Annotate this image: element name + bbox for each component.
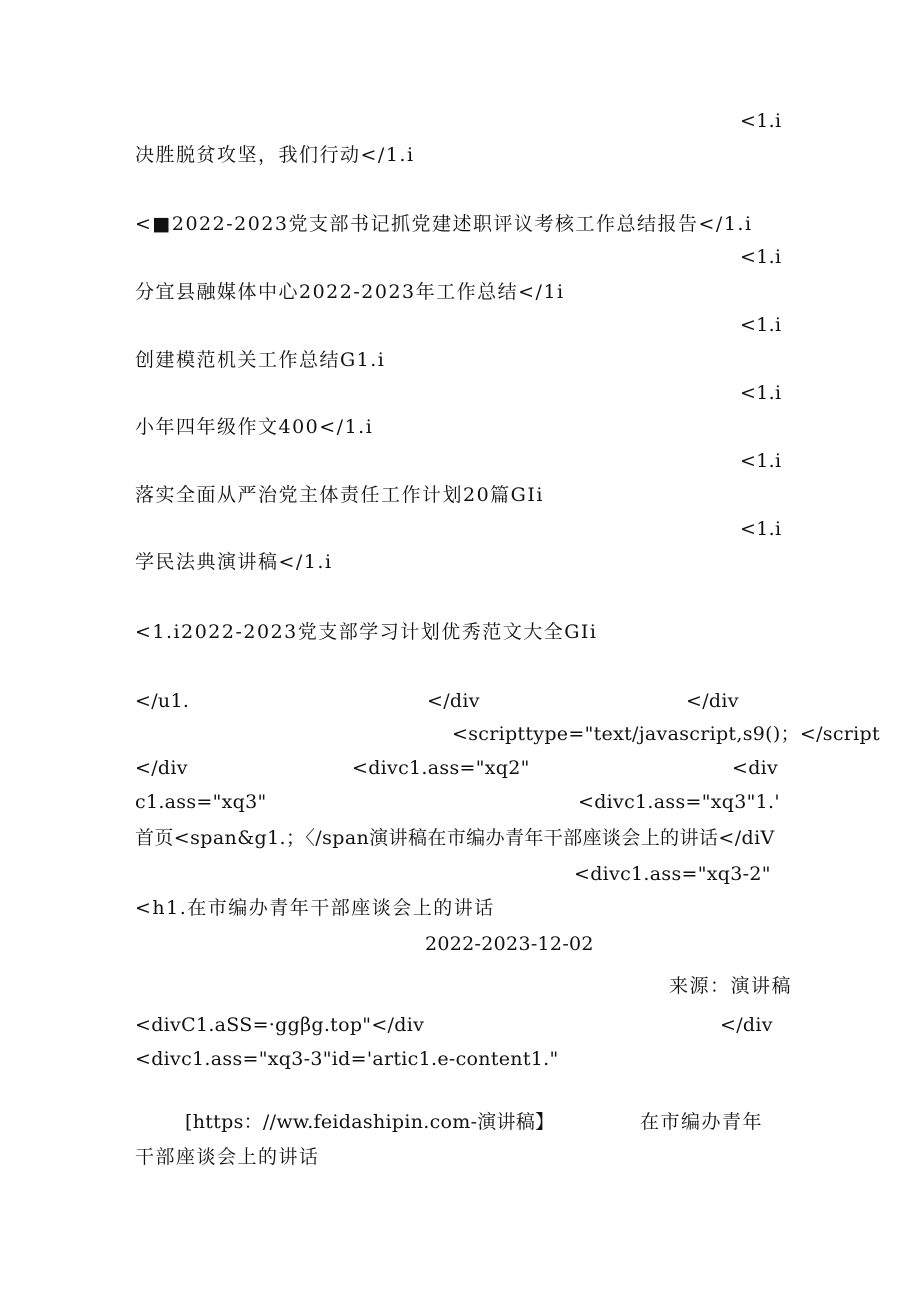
- code-line: <divC1.aSS=·ggβg.top"</div: [135, 1014, 425, 1036]
- code-line: <div: [732, 757, 779, 779]
- code-line: </div: [686, 690, 739, 712]
- li-tag: <1.i: [740, 450, 782, 472]
- code-line: </div: [427, 690, 480, 712]
- link-item[interactable]: <1.i2022-2023党支部学习计划优秀范文大全GIi: [135, 621, 598, 643]
- link-item[interactable]: 小年四年级作文400</1.i: [135, 416, 374, 438]
- code-line: <divc1.ass="xq2": [352, 757, 530, 779]
- code-line: <divc1.ass="xq3"1.': [578, 791, 780, 813]
- code-line: <divc1.ass="xq3-3"id='artic1.e-content1.": [135, 1048, 559, 1070]
- code-line: </div: [720, 1014, 773, 1036]
- link-item[interactable]: <■2022-2023党支部书记抓党建述职评议考核工作总结报告</1.i: [135, 213, 753, 235]
- li-tag: <1.i: [740, 314, 782, 336]
- code-line: c1.ass="xq3": [135, 791, 267, 813]
- link-item[interactable]: 落实全面从严治党主体责任工作计划20篇GIi: [135, 484, 544, 506]
- li-tag: <1.i: [740, 382, 782, 404]
- link-item[interactable]: 分宜县融媒体中心2022-2023年工作总结</1i: [135, 281, 565, 303]
- code-line: <divc1.ass="xq3-2": [574, 863, 771, 885]
- li-tag: <1.i: [740, 110, 782, 132]
- code-line: <scripttype="text/javascript,s9()；</script: [452, 723, 880, 745]
- li-tag: <1.i: [740, 518, 782, 540]
- breadcrumb: 首页<span&g1.；〈/span演讲稿在市编办青年干部座谈会上的讲话</diV: [135, 827, 775, 849]
- source-label: 来源：演讲稿: [669, 975, 793, 997]
- link-item[interactable]: 学民法典演讲稿</1.i: [135, 551, 333, 573]
- page-title: <h1.在市编办青年干部座谈会上的讲话: [135, 897, 495, 919]
- code-line: </u1.: [135, 690, 190, 712]
- article-title: 在市编办青年: [640, 1111, 764, 1133]
- code-line: </div: [135, 757, 188, 779]
- publish-date: 2022-2023-12-02: [425, 933, 594, 955]
- article-title: 干部座谈会上的讲话: [135, 1146, 320, 1168]
- link-item[interactable]: 决胜脱贫攻坚，我们行动</1.i: [135, 144, 415, 166]
- source-link[interactable]: [https：//ww.feidashipin.com-演讲稿】: [185, 1111, 555, 1133]
- link-item[interactable]: 创建模范机关工作总结G1.i: [135, 349, 386, 371]
- li-tag: <1.i: [740, 246, 782, 268]
